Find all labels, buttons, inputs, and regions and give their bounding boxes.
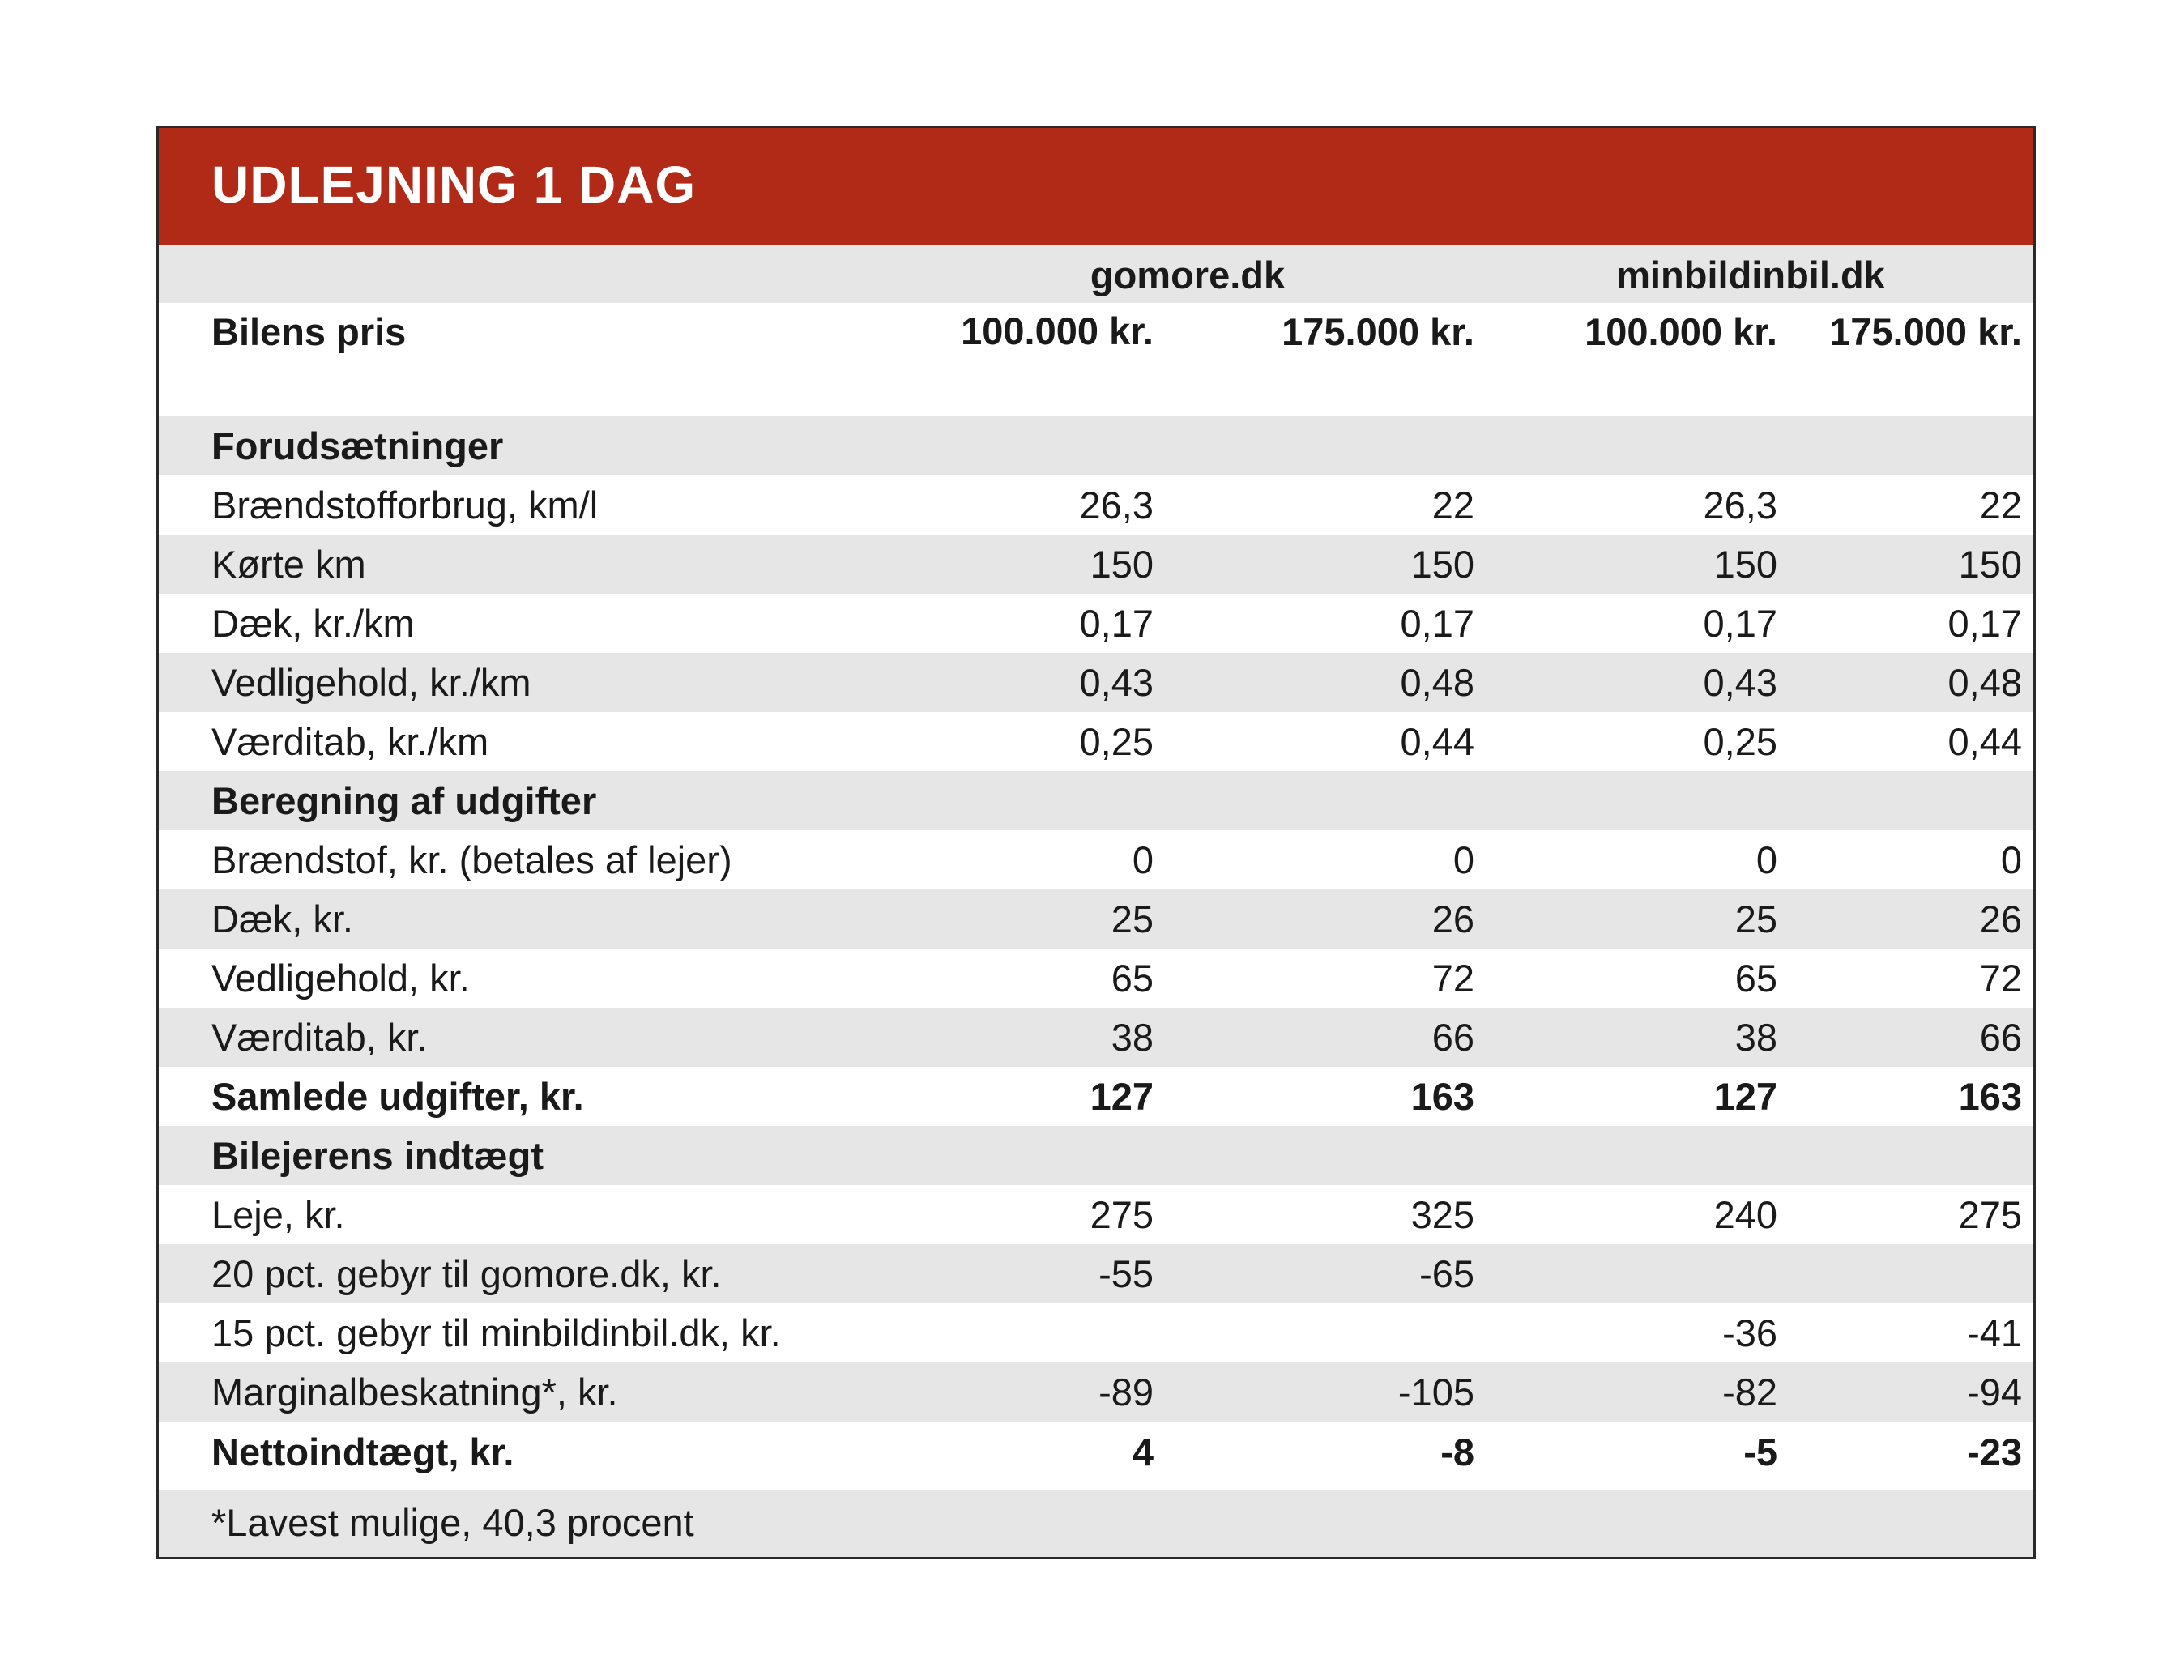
total-value: 163 [1958,1075,2022,1118]
row-value: 26 [1431,898,1474,940]
row-value: 0 [1452,838,1474,881]
total-value: 163 [1410,1075,1474,1118]
row-value: -41 [1967,1311,2022,1354]
row-value: 72 [1979,957,2022,1000]
row-value: 0 [1755,838,1777,881]
price-value: 175.000 kr. [1829,310,2022,353]
row-value: 150 [1090,543,1154,586]
row-label: Dæk, kr. [211,898,353,940]
row-value: 0,44 [1400,720,1474,763]
table-row [159,712,2033,771]
row-value: 22 [1431,484,1474,527]
row-value: 0,17 [1703,602,1777,645]
price-row-label: Bilens pris [211,310,407,353]
row-value: 0,44 [1947,720,2022,763]
row-value: 0,48 [1947,661,2022,704]
section-heading-row [159,771,2033,830]
section-heading-row [159,1126,2033,1185]
price-value: 175.000 kr. [1282,310,1474,353]
table-row [159,653,2033,712]
price-value: 100.000 kr. [961,309,1154,352]
row-value: 0,17 [1079,602,1154,645]
total-value: 127 [1090,1075,1154,1118]
row-label: Vedligehold, kr. [211,957,470,1000]
row-value: -65 [1419,1252,1474,1295]
row-label: Værditab, kr./km [211,720,489,763]
total-value: 127 [1713,1075,1777,1118]
table-row [159,830,2033,889]
row-value: 26 [1979,898,2022,940]
rental-table [156,126,2036,1559]
row-label: Værditab, kr. [211,1016,428,1059]
section-heading: Beregning af udgifter [211,779,597,822]
row-label: 15 pct. gebyr til minbildinbil.dk, kr. [211,1311,781,1354]
row-value: 26,3 [1079,484,1154,527]
row-value: 275 [1958,1193,2022,1236]
row-value: 0,48 [1400,661,1474,704]
row-label: Brændstofforbrug, km/l [211,484,599,527]
table-row [159,475,2033,535]
row-value: 22 [1979,484,2022,527]
row-value: 0 [2000,838,2022,881]
provider-header-row [159,245,2033,303]
table-row [159,535,2033,594]
total-value: 4 [1132,1431,1154,1473]
row-value: 150 [1713,543,1777,586]
table-row [159,594,2033,653]
row-value: 240 [1713,1193,1777,1236]
table-row [159,1303,2033,1362]
total-row [159,1422,2033,1490]
footnote-row [159,1490,2033,1559]
row-label: Leje, kr. [211,1193,345,1236]
table-row [159,1362,2033,1422]
row-value: 0 [1132,838,1154,881]
price-row [159,303,2033,416]
row-value: -82 [1722,1371,1777,1414]
provider-minbildinbil: minbildinbil.dk [1616,254,1885,296]
row-label: Kørte km [211,543,366,586]
row-label: Brændstof, kr. (betales af lejer) [211,838,732,881]
table-row [159,1008,2033,1067]
row-value: 150 [1958,543,2022,586]
row-value: -55 [1098,1252,1154,1295]
row-value: 38 [1111,1016,1154,1059]
row-value: 0,25 [1703,720,1777,763]
total-value: -5 [1743,1431,1777,1473]
table-row [159,1244,2033,1303]
title-bar [159,128,2033,245]
row-value: 0,43 [1703,661,1777,704]
row-value: 0,25 [1079,720,1154,763]
section-heading: Forudsætninger [211,424,504,467]
row-value: 26,3 [1703,484,1777,527]
row-value: 25 [1111,898,1154,940]
price-value: 100.000 kr. [1585,310,1777,353]
row-value: 66 [1979,1016,2022,1059]
table-title: UDLEJNING 1 DAG [211,156,697,214]
total-row [159,1067,2033,1126]
row-value: 66 [1431,1016,1474,1059]
row-value: -36 [1722,1311,1777,1354]
row-label: Vedligehold, kr./km [211,661,531,704]
total-value: -23 [1967,1431,2022,1473]
row-value: 0,17 [1947,602,2022,645]
section-heading: Bilejerens indtægt [211,1134,544,1177]
total-label: Nettoindtægt, kr. [211,1431,514,1473]
table-row [159,889,2033,949]
section-heading-row [159,416,2033,475]
footnote: *Lavest mulige, 40,3 procent [211,1501,694,1544]
table-row [159,1185,2033,1244]
row-value: 325 [1410,1193,1474,1236]
total-value: -8 [1440,1431,1474,1473]
row-label: Marginalbeskatning*, kr. [211,1371,618,1414]
row-value: 72 [1431,957,1474,1000]
row-value: 38 [1734,1016,1777,1059]
row-label: 20 pct. gebyr til gomore.dk, kr. [211,1252,722,1295]
row-value: -105 [1397,1371,1474,1414]
row-value: 25 [1734,898,1777,940]
table-row [159,949,2033,1008]
row-value: -89 [1098,1371,1154,1414]
row-value: 150 [1410,543,1474,586]
row-value: 275 [1090,1193,1154,1236]
row-value: -94 [1967,1371,2022,1414]
row-value: 65 [1734,957,1777,1000]
provider-gomore: gomore.dk [1090,254,1286,296]
row-value: 0,17 [1400,602,1474,645]
row-label: Dæk, kr./km [211,602,415,645]
total-label: Samlede udgifter, kr. [211,1075,584,1118]
row-value: 0,43 [1079,661,1154,704]
row-value: 65 [1111,957,1154,1000]
